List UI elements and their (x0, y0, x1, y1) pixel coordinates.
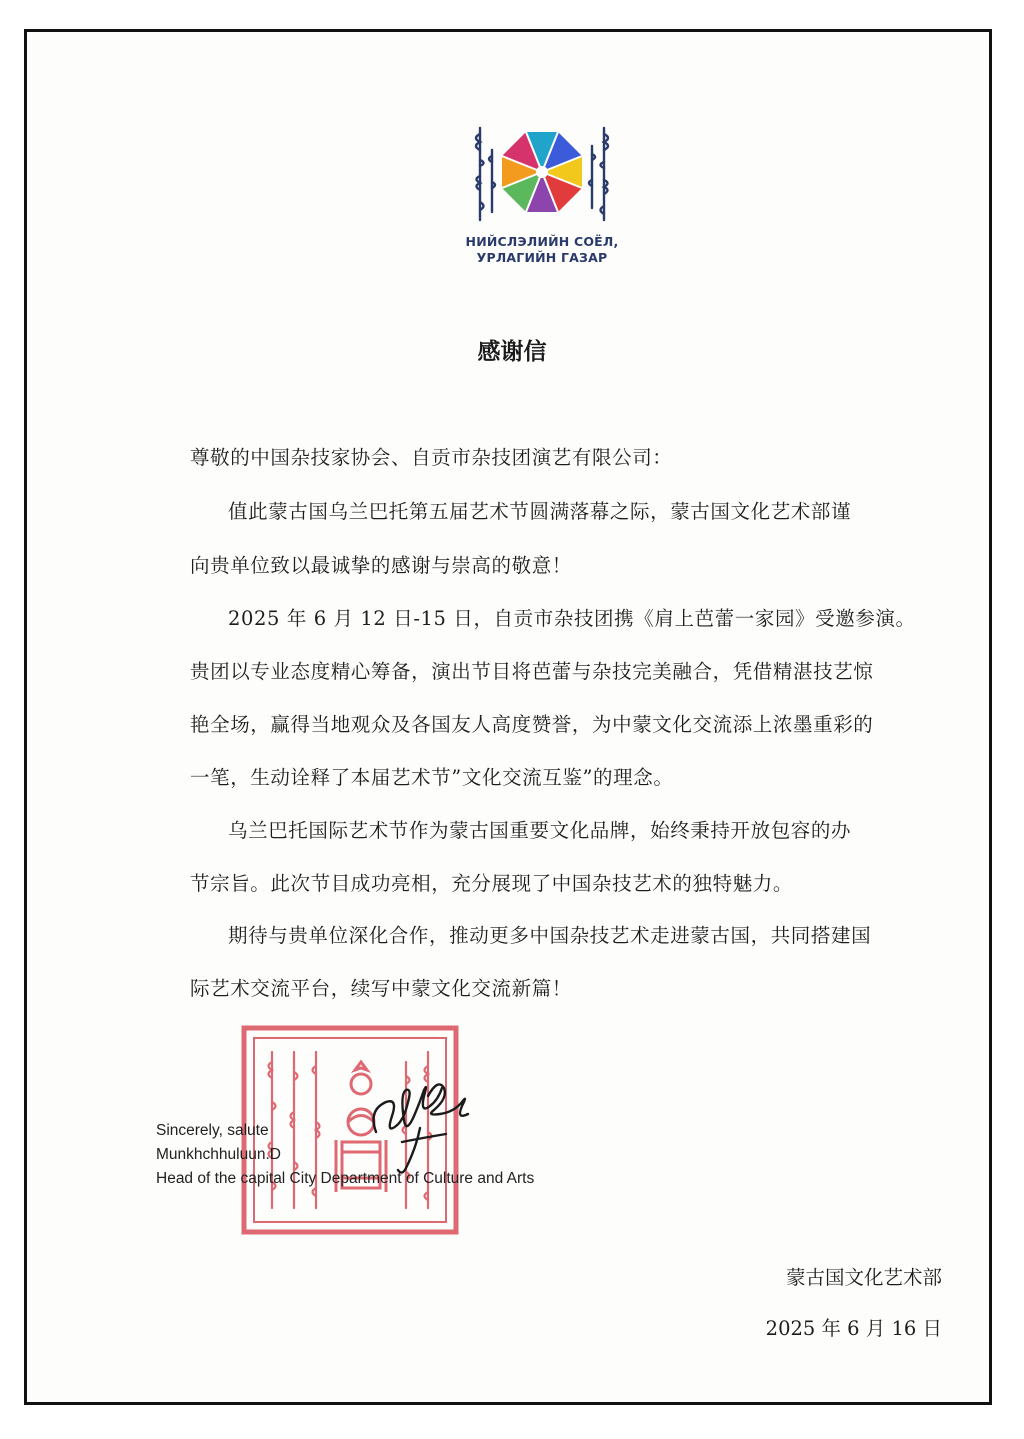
department-logo (462, 120, 622, 270)
signatory-name: Munkhchhuluun.D (156, 1146, 281, 1163)
paragraph-2-line-2: 贵团以专业态度精心筹备，演出节目将芭蕾与杂技完美融合，凭借精湛技艺惊 (190, 660, 874, 683)
logo-text-line1: НИЙСЛЭЛИЙН СОЁЛ, (465, 234, 619, 249)
paragraph-4-line-2: 际艺术交流平台，续写中蒙文化交流新篇！ (190, 977, 572, 1000)
logo-emblem-icon (462, 120, 622, 232)
paragraph-3-line-1: 乌兰巴托国际艺术节作为蒙古国重要文化品牌，始终秉持开放包容的办 (228, 819, 852, 842)
paragraph-3-line-2: 节宗旨。此次节目成功亮相，充分展现了中国杂技艺术的独特魅力。 (190, 872, 794, 895)
issuing-organization: 蒙古国文化艺术部 (785, 1266, 942, 1289)
handwritten-signature-icon (362, 1072, 482, 1182)
salutation: 尊敬的中国杂技家协会、自贡市杂技团演艺有限公司： (190, 446, 673, 469)
logo-text-line2: УРЛАГИЙН ГАЗАР (476, 250, 608, 265)
signatory-position: Head of the capital City Department of Culture and Arts (156, 1170, 535, 1187)
letter-title: 感谢信 (477, 339, 547, 365)
paragraph-1-line-1: 值此蒙古国乌兰巴托第五届艺术节圆满落幕之际，蒙古国文化艺术部谨 (228, 500, 852, 523)
signature-closing: Sincerely, salute (156, 1122, 269, 1139)
paragraph-1-line-2: 向贵单位致以最诚挚的感谢与崇高的敬意！ (190, 554, 572, 577)
paragraph-2-line-3: 艳全场，赢得当地观众及各国友人高度赞誉，为中蒙文化交流添上浓墨重彩的 (190, 713, 874, 736)
paragraph-2-line-1: 2025 年 6 月 12 日-15 日，自贡市杂技团携《肩上芭蕾一家园》受邀参演。 (228, 607, 916, 630)
paragraph-4-line-1: 期待与贵单位深化合作，推动更多中国杂技艺术走进蒙古国，共同搭建国 (228, 924, 872, 947)
paragraph-2-line-4: 一笔，生动诠释了本届艺术节”文化交流互鉴”的理念。 (190, 766, 674, 789)
letter-date: 2025 年 6 月 16 日 (765, 1317, 942, 1340)
